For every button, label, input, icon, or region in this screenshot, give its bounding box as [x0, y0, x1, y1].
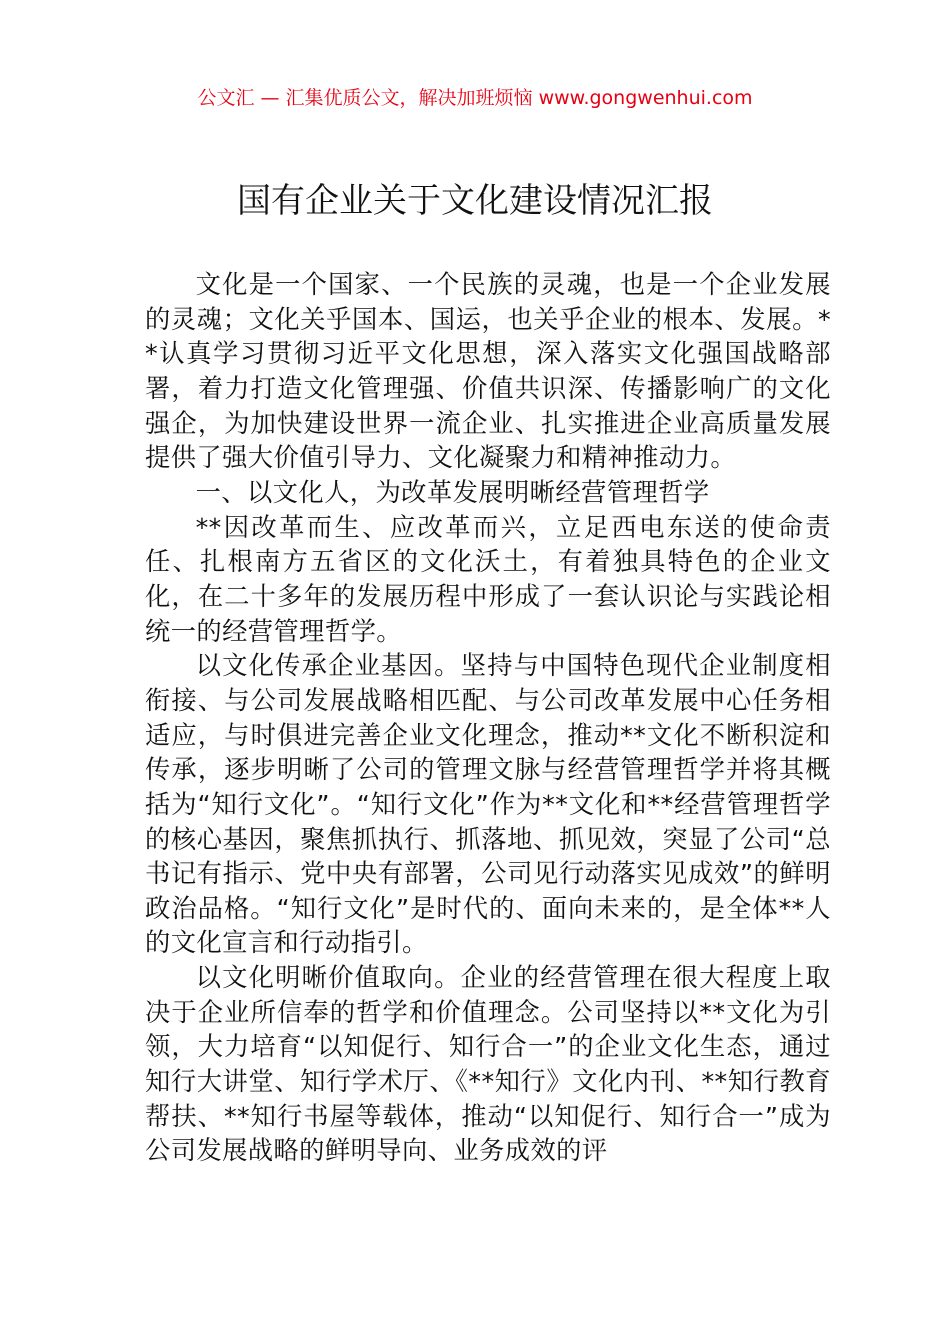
paragraph-culture-heritage: 以文化传承企业基因。坚持与中国特色现代企业制度相衔接、与公司发展战略相匹配、与公司改革发展中心任务相适应，与时俱进完善企业文化理念，推动**文化不断积淀和传承，逐步明晰了公司的管理文脉与经营管理哲学并将其概括为“知行文化”。“知行文化”作为**文化和**经营管理哲学的核心基因，聚焦抓执行、抓落地、抓见效，突显了公司“总书记有指示、党中央有部署，公司见行动落实见成效”的鲜明政治品格。“知行文化”是时代的、面向未来的，是全体**人的文化宣言和行动指引。 [145, 651, 831, 958]
paragraph-value-orientation: 以文化明晰价值取向。企业的经营管理在很大程度上取决于企业所信奉的哲学和价值理念。公司坚持以**文化为引领，大力培育“以知促行、知行合一”的企业文化生态，通过知行大讲堂、知行学术厅、《**知行》文化内刊、**知行教育帮扶、**知行书屋等载体，推动“以知促行、知行合一”成为公司发展战略的鲜明导向、业务成效的评 [145, 963, 831, 1166]
document-title: 国有企业关于文化建设情况汇报 [237, 181, 713, 221]
section-heading-1: 一、以文化人，为改革发展明晰经营管理哲学 [195, 477, 710, 507]
watermark-header: 公文汇 — 汇集优质公文，解决加班烦恼 www.gongwenhui.com [197, 87, 753, 109]
paragraph-intro: 文化是一个国家、一个民族的灵魂，也是一个企业发展的灵魂；文化关乎国本、国运，也关乎企业的根本、发展。**认真学习贯彻习近平文化思想，深入落实文化强国战略部署，着力打造文化管理强、价值共识深、传播影响广的文化强企，为加快建设世界一流企业、扎实推进企业高质量发展提供了强大价值引导力、文化凝聚力和精神推动力。 [145, 270, 831, 473]
document-body [145, 268, 831, 1169]
paragraph-section-1-intro: **因改革而生、应改革而兴，立足西电东送的使命责任、扎根南方五省区的文化沃土，有着独具特色的企业文化，在二十多年的发展历程中形成了一套认识论与实践论相统一的经营管理哲学。 [145, 512, 831, 646]
